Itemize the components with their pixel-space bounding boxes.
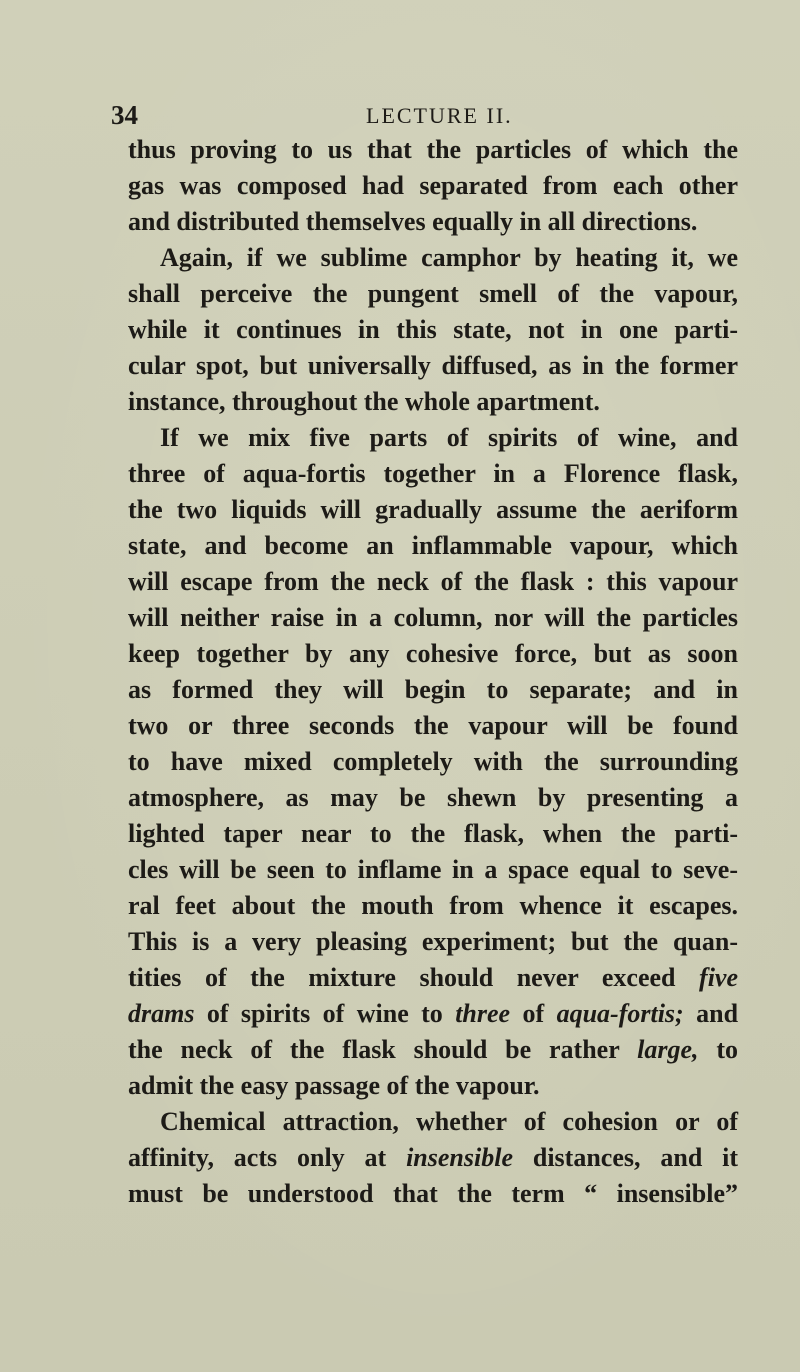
- text-line: three of aqua-fortis together in a Florence flask,: [128, 459, 738, 488]
- italic-text: large,: [637, 1035, 699, 1064]
- body-text: [128, 132, 738, 1212]
- text-line: [128, 1140, 738, 1176]
- text-run: of: [522, 999, 545, 1028]
- text-run: and: [696, 999, 739, 1028]
- running-head-title: LECTURE II.: [366, 103, 513, 128]
- text-line: the two liquids will gradually assume the aeriform: [128, 495, 738, 524]
- text-line: will escape from the neck of the flask : this vapour: [128, 567, 738, 596]
- text-line: and distributed themselves equally in all directions.: [128, 207, 698, 236]
- text-run: tities of the mixture should never exceed: [128, 963, 676, 992]
- text-line: instance, throughout the whole apartment.: [128, 387, 600, 416]
- italic-text: insensible: [406, 1143, 513, 1172]
- text-line: as formed they will begin to separate; and in: [128, 675, 738, 704]
- text-line: Again, if we sublime camphor by heating it, we: [160, 243, 738, 272]
- text-run: of spirits of wine to: [206, 999, 443, 1028]
- italic-text: five: [699, 963, 738, 992]
- text-line: This is a very pleasing experiment; but the quan-: [128, 927, 738, 956]
- text-run: to: [716, 1035, 739, 1064]
- text-run: the neck of the flask should be rather: [128, 1035, 620, 1064]
- text-line: to have mixed completely with the surrounding: [128, 747, 738, 776]
- text-line: thus proving to us that the particles of which the: [128, 135, 738, 164]
- text-line: two or three seconds the vapour will be found: [128, 711, 738, 740]
- text-line: [128, 996, 738, 1032]
- italic-text: drams: [128, 999, 195, 1028]
- text-line: while it continues in this state, not in one parti-: [128, 315, 738, 344]
- text-line: atmosphere, as may be shewn by presenting a: [128, 783, 738, 812]
- italic-text: aqua-fortis;: [556, 999, 684, 1028]
- text-line: state, and become an inflammable vapour, which: [128, 531, 738, 560]
- page-number: 34: [111, 100, 138, 130]
- text-line: will neither raise in a column, nor will the particles: [128, 603, 738, 632]
- text-line: [128, 1032, 738, 1068]
- text-line: keep together by any cohesive force, but as soon: [128, 639, 738, 668]
- text-line: cular spot, but universally diffused, as in the former: [128, 351, 738, 380]
- text-run: affinity, acts only at: [128, 1143, 387, 1172]
- text-line: admit the easy passage of the vapour.: [128, 1071, 540, 1100]
- text-line: If we mix five parts of spirits of wine, and: [160, 423, 738, 452]
- text-line: shall perceive the pungent smell of the vapour,: [128, 279, 738, 308]
- text-line: gas was composed had separated from each other: [128, 171, 738, 200]
- text-line: lighted taper near to the flask, when the parti-: [128, 819, 738, 848]
- text-run: distances, and it: [532, 1143, 739, 1172]
- text-line: [128, 960, 738, 996]
- italic-text: three: [455, 999, 511, 1028]
- text-line: cles will be seen to inflame in a space equal to seve-: [128, 855, 738, 884]
- text-line: ral feet about the mouth from whence it escapes.: [128, 891, 738, 920]
- text-line: must be understood that the term “ insensible”: [128, 1179, 738, 1208]
- text-line: Chemical attraction, whether of cohesion or of: [160, 1107, 738, 1136]
